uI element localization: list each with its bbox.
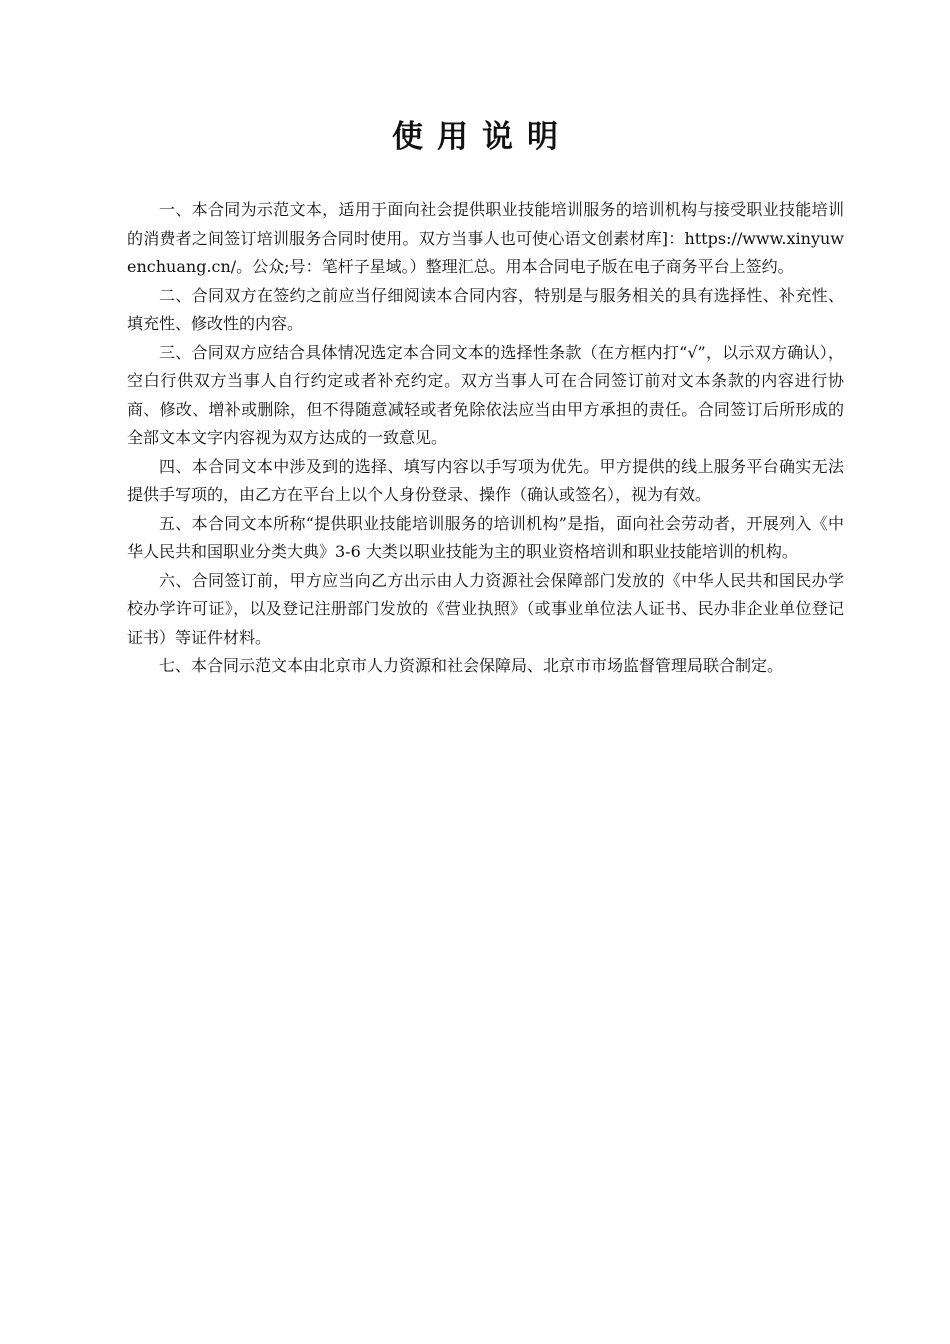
paragraph-2: 二、合同双方在签约之前应当仔细阅读本合同内容，特别是与服务相关的具有选择性、补充性、填充性、修改性的内容。	[127, 285, 844, 333]
document-body	[127, 196, 844, 681]
paragraph-6: 六、合同签订前，甲方应当向乙方出示由人力资源社会保障部门发放的《中华人民共和国民办学校办学许可证》，以及登记注册部门发放的《营业执照》（或事业单位法人证书、民办非企业单位登记证书）等证件材料。	[127, 570, 844, 647]
paragraph-3: 三、合同双方应结合具体情况选定本合同文本的选择性条款（在方框内打“√”，以示双方确认），空白行供双方当事人自行约定或者补充约定。双方当事人可在合同签订前对文本条款的内容进行协商、修改、增补或删除，但不得随意减轻或者免除依法应当由甲方承担的责任。合同签订后所形成的全部文本文字内容视为双方达成的一致意见。	[127, 342, 844, 447]
paragraph-5: 五、本合同文本所称“提供职业技能培训服务的培训机构”是指，面向社会劳动者，开展列入《中华人民共和国职业分类大典》3-6 大类以职业技能为主的职业资格培训和职业技能培训的机构。	[127, 513, 844, 561]
paragraph-4: 四、本合同文本中涉及到的选择、填写内容以手写项为优先。甲方提供的线上服务平台确实无法提供手写项的，由乙方在平台上以个人身份登录、操作（确认或签名），视为有效。	[127, 456, 844, 504]
paragraph-7: 七、本合同示范文本由北京市人力资源和社会保障局、北京市市场监督管理局联合制定。	[159, 656, 784, 675]
page-title: 使用说明	[392, 119, 572, 155]
paragraph-1: 一、本合同为示范文本，适用于面向社会提供职业技能培训服务的培训机构与接受职业技能培训的消费者之间签订培训服务合同时使用。双方当事人也可使心语文创素材库]：https://www.xinyuwenchuang.cn/。公众;号：笔杆子星域。）整理汇总。用本合同电子版在电子商务平台上签约。	[127, 200, 844, 276]
